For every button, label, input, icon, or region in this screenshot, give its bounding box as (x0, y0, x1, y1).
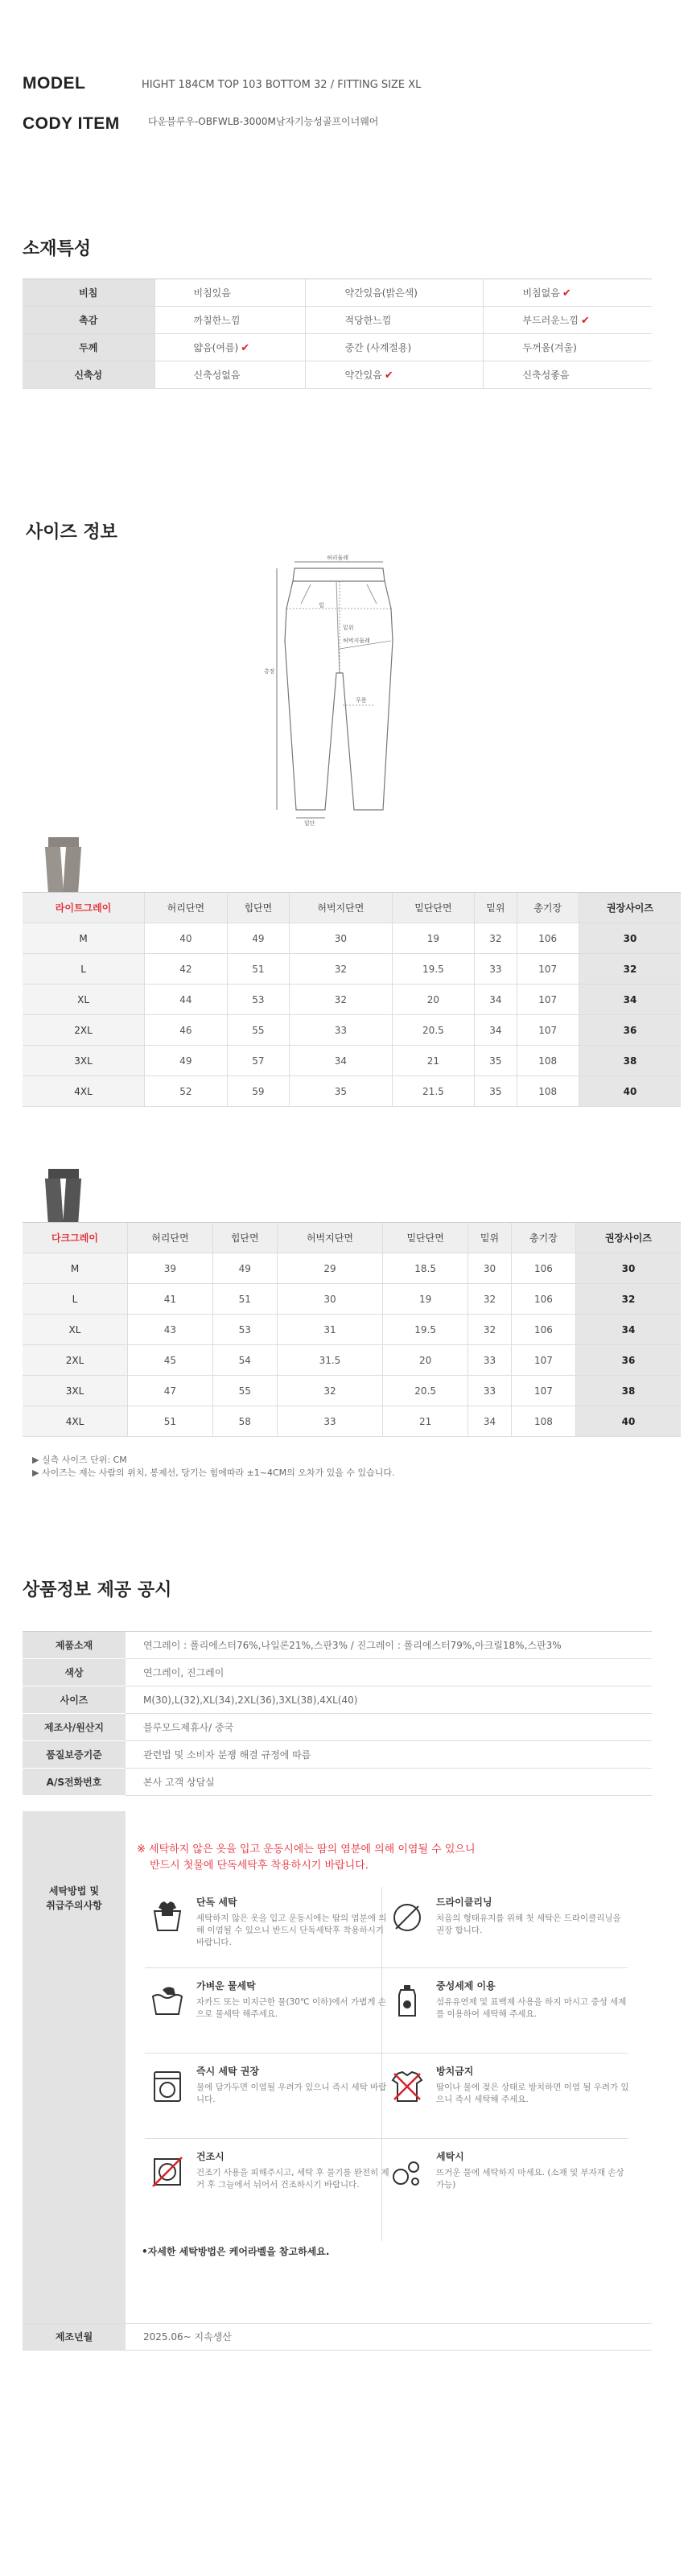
size-table-row (23, 1253, 681, 1284)
notice-row (23, 1769, 652, 1796)
recommended-size-cell: 34 (579, 985, 681, 1015)
diagram-hip-label: 힙 (319, 602, 324, 609)
size-value-cell: 42 (145, 954, 228, 985)
diagram-knee-label: 무릎 (356, 697, 367, 704)
size-value-cell: 31 (277, 1315, 383, 1345)
size-value-cell: 57 (227, 1046, 289, 1076)
care-instruction-title: 단독 세탁 (196, 1897, 237, 1908)
notice-section-title: 상품정보 제공 공시 (23, 1580, 172, 1600)
size-value-cell: 19.5 (383, 1315, 468, 1345)
care-instruction-title: 즉시 세탁 권장 (196, 2066, 259, 2077)
pants-size-diagram (262, 552, 415, 826)
check-mark-icon: ✔ (241, 342, 250, 354)
color-label: 다크그레이 (23, 1223, 128, 1253)
size-value-cell: 59 (227, 1076, 289, 1107)
size-section-title: 사이즈 정보 (26, 522, 117, 543)
size-label-cell: XL (23, 985, 145, 1015)
size-value-cell: 51 (212, 1284, 277, 1315)
recommended-size-cell: 36 (579, 1015, 681, 1046)
size-table-header-row (23, 1223, 681, 1253)
size-value-cell: 106 (512, 1253, 576, 1284)
size-value-cell: 51 (227, 954, 289, 985)
fabric-option-cell (154, 279, 306, 307)
notice-row (23, 1659, 652, 1686)
size-value-cell: 20.5 (383, 1376, 468, 1406)
care-instruction-item (150, 1895, 391, 1975)
size-value-cell: 106 (512, 1315, 576, 1345)
care-label-text: 세탁방법 및 취급주의사항 (46, 1885, 102, 1911)
light-gray-size-table (23, 892, 681, 1107)
fabric-option: 신축성좋음 (522, 369, 570, 381)
size-value-cell: 55 (212, 1376, 277, 1406)
size-value-cell: 106 (517, 923, 579, 954)
size-table-row (23, 1345, 681, 1376)
diagram-waist-label: 허리둘레 (327, 555, 349, 561)
notice-row-label: 색상 (23, 1659, 126, 1686)
bubbles-icon (389, 2154, 425, 2190)
size-value-cell: 39 (128, 1253, 213, 1284)
size-value-cell: 19 (383, 1284, 468, 1315)
product-notice-table (23, 1631, 652, 1796)
diagram-hem-label: 밑단 (304, 820, 315, 826)
size-label-cell: XL (23, 1315, 128, 1345)
fabric-option: 약간있음(밝은색) (344, 287, 418, 299)
check-mark-icon: ✔ (562, 287, 571, 299)
notice-row (23, 1741, 652, 1769)
notice-row-label: 제조사/원산지 (23, 1714, 126, 1741)
size-value-cell: 20 (392, 985, 475, 1015)
care-instruction-item (389, 2149, 631, 2230)
notice-row-label: 사이즈 (23, 1686, 126, 1714)
care-instruction-desc: 건조기 사용을 피해주시고, 세탁 후 물기를 완전히 제거 후 그늘에서 뉘어서 건조하시기 바랍니다. (196, 2168, 389, 2190)
size-column-header: 허벅지단면 (277, 1223, 383, 1253)
size-column-header: 총기장 (512, 1223, 576, 1253)
size-value-cell: 58 (212, 1406, 277, 1437)
care-instruction-desc: 뜨거운 물에 세탁하지 마세요. (소재 및 부자재 손상가능) (436, 2168, 624, 2190)
size-value-cell: 21 (383, 1406, 468, 1437)
size-value-cell: 34 (475, 985, 517, 1015)
size-label-cell: 3XL (23, 1376, 128, 1406)
notice-row-label: A/S전화번호 (23, 1769, 126, 1796)
size-value-cell: 19 (392, 923, 475, 954)
recommended-size-cell: 38 (575, 1376, 681, 1406)
size-value-cell: 30 (277, 1284, 383, 1315)
size-value-cell: 35 (475, 1076, 517, 1107)
size-value-cell: 52 (145, 1076, 228, 1107)
care-instruction-title: 가벼운 물세탁 (196, 1980, 256, 1992)
fabric-option-cell (484, 279, 652, 307)
size-value-cell: 47 (128, 1376, 213, 1406)
notice-row-value: 연그레이, 진그레이 (126, 1659, 652, 1686)
size-label-cell: L (23, 1284, 128, 1315)
care-instruction-item (150, 1979, 391, 2059)
notice-row-value: 연그레이 : 폴리에스터76%,나일론21%,스판3% / 진그레이 : 폴리에스터79%,아크릴18%,스판3% (126, 1632, 652, 1659)
fabric-option-cell (154, 334, 306, 361)
care-instruction-desc: 물에 담가두면 이염될 우려가 있으니 즉시 세탁 바랍니다. (196, 2083, 387, 2104)
fabric-option-cell (484, 334, 652, 361)
fabric-option: 두꺼움(겨울) (522, 342, 577, 353)
fabric-option-cell (306, 279, 484, 307)
care-warning-line-2: 반드시 첫물에 단독세탁후 착용하시기 바랍니다. (150, 1860, 369, 1872)
notice-row (23, 1714, 652, 1741)
fabric-option: 얇음(여름) (193, 342, 239, 353)
recommended-size-cell: 34 (575, 1315, 681, 1345)
size-value-cell: 54 (212, 1345, 277, 1376)
size-value-cell: 55 (227, 1015, 289, 1046)
notice-row-label: 제품소재 (23, 1632, 126, 1659)
care-warning-line-1: ※ 세탁하지 않은 옷을 입고 운동시에는 땀의 염분에 의해 이염될 수 있으니 (137, 1843, 476, 1856)
fabric-table (23, 279, 652, 389)
size-value-cell: 49 (227, 923, 289, 954)
size-column-header: 권장사이즈 (579, 893, 681, 923)
size-value-cell: 107 (517, 1015, 579, 1046)
dark-gray-pants-thumbnail (43, 1169, 84, 1222)
size-value-cell: 32 (290, 985, 393, 1015)
fabric-option: 신축성없음 (193, 369, 241, 381)
no-tumble-dry-icon (150, 2154, 185, 2190)
size-label-cell: 3XL (23, 1046, 145, 1076)
care-instruction-title: 방치금지 (436, 2066, 474, 2077)
size-column-header: 허리단면 (145, 893, 228, 923)
size-table-row (23, 1046, 681, 1076)
size-value-cell: 107 (517, 954, 579, 985)
recommended-size-cell: 40 (579, 1076, 681, 1107)
hand-wash-icon (150, 1984, 185, 2019)
size-value-cell: 33 (468, 1345, 512, 1376)
size-value-cell: 21.5 (392, 1076, 475, 1107)
fabric-option: 약간있음 (344, 369, 382, 381)
fabric-option: 부드러운느낌 (522, 315, 579, 326)
size-column-header: 밑단단면 (392, 893, 475, 923)
size-table-row (23, 1076, 681, 1107)
no-leave-shirt-icon (389, 2069, 425, 2104)
model-label: MODEL (23, 74, 86, 93)
detergent-bottle-icon (389, 1984, 425, 2019)
size-value-cell: 34 (290, 1046, 393, 1076)
size-value-cell: 30 (468, 1253, 512, 1284)
size-value-cell: 32 (277, 1376, 383, 1406)
size-value-cell: 32 (468, 1315, 512, 1345)
care-instruction-title: 건조시 (196, 2151, 224, 2162)
fabric-option-cell (484, 361, 652, 389)
size-column-header: 밑위 (475, 893, 517, 923)
care-footer-note: •자세한 세탁방법은 케어라벨을 참고하세요. (142, 2246, 330, 2257)
size-label-cell: 4XL (23, 1406, 128, 1437)
cody-item-label: CODY ITEM (23, 114, 120, 133)
size-value-cell: 107 (512, 1376, 576, 1406)
size-value-cell: 44 (145, 985, 228, 1015)
dry-clean-icon (389, 1900, 425, 1935)
size-value-cell: 33 (468, 1376, 512, 1406)
model-info: HIGHT 184CM TOP 103 BOTTOM 32 / FITTING SIZE XL (142, 79, 422, 91)
fabric-row-label: 촉감 (23, 307, 154, 334)
notice-row-value: 블루모드제휴사/ 중국 (126, 1714, 652, 1741)
washing-tub-shirt-icon (150, 1900, 185, 1935)
care-instruction-desc: 섬유유연제 및 표백제 사용을 하지 마시고 중성 세제를 이용하여 세탁해 주세요. (436, 1997, 627, 2019)
notice-row-value: M(30),L(32),XL(34),2XL(36),3XL(38),4XL(40) (126, 1686, 652, 1714)
care-instruction-title: 중성세제 이용 (436, 1980, 496, 1992)
size-label-cell: 4XL (23, 1076, 145, 1107)
size-value-cell: 33 (475, 954, 517, 985)
fabric-option-cell (306, 334, 484, 361)
size-value-cell: 32 (475, 923, 517, 954)
diagram-length-label: 총장 (264, 668, 275, 675)
manufacture-row (23, 2323, 652, 2351)
size-value-cell: 30 (290, 923, 393, 954)
fabric-section-title: 소재특성 (23, 239, 92, 259)
size-value-cell: 43 (128, 1315, 213, 1345)
notice-row-value: 관련법 및 소비자 분쟁 해결 규정에 따름 (126, 1741, 652, 1769)
care-instruction-desc: 처음의 형태유지를 위해 첫 세탁은 드라이클리닝을 권장 합니다. (436, 1913, 621, 1935)
size-column-header: 권장사이즈 (575, 1223, 681, 1253)
size-note-unit: ▶ 실측 사이즈 단위: CM (32, 1455, 127, 1465)
size-value-cell: 20.5 (392, 1015, 475, 1046)
size-value-cell: 32 (468, 1284, 512, 1315)
size-value-cell: 29 (277, 1253, 383, 1284)
size-table-header-row (23, 893, 681, 923)
fabric-option: 비침있음 (193, 287, 231, 299)
size-table-row (23, 1015, 681, 1046)
care-instruction-item (150, 2064, 391, 2145)
cody-item-info: 다운블루우-OBFWLB-3000M남자기능성골프이너웨어 (148, 116, 379, 127)
size-value-cell: 31.5 (277, 1345, 383, 1376)
fabric-option-cell (154, 361, 306, 389)
fabric-option: 중간 (사계절용) (344, 342, 412, 353)
color-label: 라이트그레이 (23, 893, 145, 923)
size-value-cell: 53 (212, 1315, 277, 1345)
recommended-size-cell: 30 (579, 923, 681, 954)
fabric-row (23, 307, 652, 334)
size-column-header: 허리단면 (128, 1223, 213, 1253)
size-table-row (23, 1315, 681, 1345)
size-value-cell: 34 (475, 1015, 517, 1046)
size-note-tolerance: ▶ 사이즈는 재는 사람의 위치, 봉제선, 당기는 힘에따라 ±1~4CM의 오차가 있을 수 있습니다. (32, 1468, 395, 1478)
size-value-cell: 108 (512, 1406, 576, 1437)
fabric-option: 적당한느낌 (344, 315, 392, 326)
fabric-option: 까칠한느낌 (193, 315, 241, 326)
size-table-row (23, 923, 681, 954)
care-instruction-item (389, 2064, 631, 2145)
care-instruction-title: 세탁시 (436, 2151, 464, 2162)
size-value-cell: 51 (128, 1406, 213, 1437)
manufacture-label: 제조년월 (23, 2324, 126, 2350)
size-value-cell: 33 (277, 1406, 383, 1437)
check-mark-icon: ✔ (581, 315, 590, 327)
care-instruction-desc: 땀이나 물에 젖은 상태로 방치하면 이염 될 우려가 있으니 즉시 세탁해 주세요. (436, 2083, 629, 2104)
fabric-option-cell (484, 307, 652, 334)
size-value-cell: 46 (145, 1015, 228, 1046)
size-column-header: 힙단면 (212, 1223, 277, 1253)
recommended-size-cell: 30 (575, 1253, 681, 1284)
size-table-row (23, 985, 681, 1015)
size-value-cell: 32 (290, 954, 393, 985)
size-value-cell: 107 (517, 985, 579, 1015)
fabric-option-cell (306, 307, 484, 334)
fabric-row-label: 신축성 (23, 361, 154, 389)
check-mark-icon: ✔ (384, 369, 393, 382)
recommended-size-cell: 40 (575, 1406, 681, 1437)
size-value-cell: 53 (227, 985, 289, 1015)
recommended-size-cell: 36 (575, 1345, 681, 1376)
fabric-row (23, 361, 652, 389)
care-instruction-item (389, 1979, 631, 2059)
care-instruction-item (150, 2149, 391, 2230)
size-value-cell: 33 (290, 1015, 393, 1046)
size-value-cell: 108 (517, 1046, 579, 1076)
recommended-size-cell: 32 (575, 1284, 681, 1315)
notice-row-value: 본사 고객 상담실 (126, 1769, 652, 1796)
size-value-cell: 18.5 (383, 1253, 468, 1284)
size-value-cell: 40 (145, 923, 228, 954)
manufacture-value: 2025.06~ 지속생산 (143, 2331, 232, 2343)
fabric-option-cell (306, 361, 484, 389)
size-value-cell: 108 (517, 1076, 579, 1107)
size-label-cell: 2XL (23, 1015, 145, 1046)
notice-row (23, 1686, 652, 1714)
fabric-option: 비침없음 (522, 287, 560, 299)
size-value-cell: 20 (383, 1345, 468, 1376)
size-value-cell: 35 (290, 1076, 393, 1107)
size-table-row (23, 1376, 681, 1406)
size-column-header: 밑단단면 (383, 1223, 468, 1253)
size-value-cell: 106 (512, 1284, 576, 1315)
size-label-cell: M (23, 1253, 128, 1284)
care-instruction-item (389, 1895, 631, 1975)
size-value-cell: 41 (128, 1284, 213, 1315)
recommended-size-cell: 38 (579, 1046, 681, 1076)
diagram-thigh-label: 허벅지둘레 (343, 638, 370, 644)
fabric-row-label: 두께 (23, 334, 154, 361)
diagram-rise-label: 밑위 (343, 625, 354, 631)
size-label-cell: M (23, 923, 145, 954)
care-instruction-desc: 세탁하지 않은 옷을 입고 운동시에는 땀의 염분에 의해 이염될 수 있으니 반드시 단독세탁후 착용하시기 바랍니다. (196, 1913, 387, 1947)
size-table-row (23, 954, 681, 985)
fabric-option-cell (154, 307, 306, 334)
size-column-header: 밑위 (468, 1223, 512, 1253)
size-value-cell: 45 (128, 1345, 213, 1376)
size-table-row (23, 1406, 681, 1437)
size-value-cell: 107 (512, 1345, 576, 1376)
size-label-cell: L (23, 954, 145, 985)
size-value-cell: 49 (212, 1253, 277, 1284)
size-table-row (23, 1284, 681, 1315)
size-label-cell: 2XL (23, 1345, 128, 1376)
fabric-row (23, 334, 652, 361)
recommended-size-cell: 32 (579, 954, 681, 985)
size-value-cell: 34 (468, 1406, 512, 1437)
size-column-header: 총기장 (517, 893, 579, 923)
size-value-cell: 49 (145, 1046, 228, 1076)
washing-machine-icon (150, 2069, 185, 2104)
notice-row (23, 1632, 652, 1659)
fabric-row-label: 비침 (23, 279, 154, 307)
care-instruction-desc: 자카드 또는 미지근한 물(30℃ 이하)에서 가볍게 손으로 물세탁 해주세요. (196, 1997, 386, 2019)
size-value-cell: 21 (392, 1046, 475, 1076)
size-column-header: 힙단면 (227, 893, 289, 923)
care-instruction-title: 드라이클리닝 (436, 1897, 492, 1908)
fabric-row (23, 279, 652, 307)
size-column-header: 허벅지단면 (290, 893, 393, 923)
size-value-cell: 35 (475, 1046, 517, 1076)
light-gray-pants-thumbnail (43, 837, 84, 892)
dark-gray-size-table (23, 1222, 681, 1437)
size-value-cell: 19.5 (392, 954, 475, 985)
notice-row-label: 품질보증기준 (23, 1741, 126, 1769)
